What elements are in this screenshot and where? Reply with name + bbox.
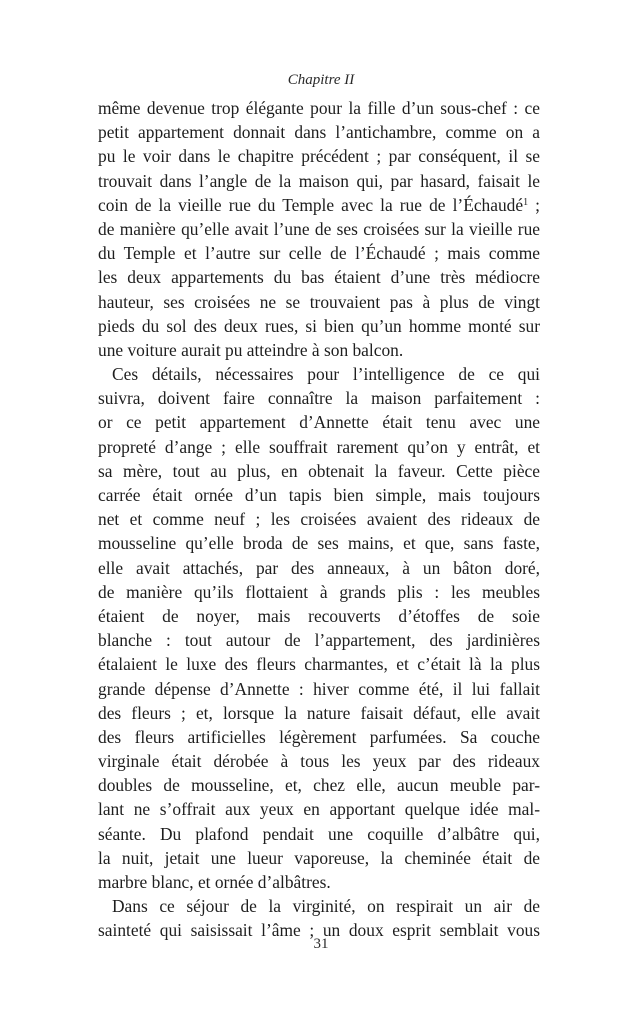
text-line: blanche : tout autour de l’appartement, des jardinières bbox=[98, 630, 540, 651]
text-line: net et comme neuf ; les croisées avaient des rideaux de bbox=[98, 509, 540, 530]
text-line: étalaient le luxe des fleurs charmantes, et c’était là la plus bbox=[98, 654, 540, 675]
body-text bbox=[98, 96, 540, 943]
paragraph-start-line: Dans ce séjour de la virginité, on respirait un air de bbox=[112, 896, 540, 917]
text-line: pu le voir dans le chapitre précédent ; par conséquent, il se bbox=[98, 146, 540, 167]
text-line: de manière qu’elle avait l’une de ses croisées sur la vieille rue bbox=[98, 218, 540, 239]
text-line: elle avait attachés, par des anneaux, à un bâton doré, bbox=[98, 557, 540, 578]
text-line: pieds du sol des deux rues, si bien qu’un homme monté sur bbox=[98, 315, 540, 336]
text-line: doubles de mousseline, et, chez elle, aucun meuble par- bbox=[98, 775, 540, 796]
text-line: la nuit, jetait une lueur vaporeuse, la cheminée était de bbox=[98, 847, 540, 868]
text-line: de manière qu’ils flottaient à grands plis : les meubles bbox=[98, 581, 540, 602]
text-line-with-footnote bbox=[98, 193, 540, 217]
paragraph-end-line: une voiture aurait pu atteindre à son balcon. bbox=[98, 339, 404, 360]
text-line: propreté d’ange ; elle souffrait rarement qu’on y entrât, et bbox=[98, 436, 540, 457]
text-line: étaient de noyer, mais recouverts d’étoffes de soie bbox=[98, 605, 540, 626]
paragraph-start-line: Ces détails, nécessaires pour l’intelligence de ce qui bbox=[112, 364, 540, 385]
text-line: grande dépense d’Annette : hiver comme été, il lui fallait bbox=[98, 678, 540, 699]
text-line: or ce petit appartement d’Annette était tenu avec une bbox=[98, 412, 540, 433]
text-line: même devenue trop élégante pour la fille d’un sous-chef : ce bbox=[98, 98, 540, 118]
running-header: Chapitre II bbox=[287, 72, 355, 88]
text-line: des fleurs artificielles légèrement parfumées. Sa couche bbox=[98, 726, 540, 747]
page-number: 31 bbox=[313, 936, 329, 952]
text-line: du Temple et l’autre sur celle de l’Échaudé ; mais comme bbox=[98, 243, 540, 264]
text-line: virginale était dérobée à tous les yeux par des rideaux bbox=[98, 751, 540, 772]
text-line: sainteté qui saisissait l’âme ; un doux esprit semblait vous bbox=[98, 920, 540, 941]
text-line: trouvait dans l’angle de la maison qui, par hasard, faisait le bbox=[98, 170, 540, 191]
text-line: des fleurs ; et, lorsque la nature faisait défaut, elle avait bbox=[98, 702, 540, 723]
text-line: suivra, doivent faire connaître la maison parfaitement : bbox=[98, 388, 540, 409]
text-line: petit appartement donnait dans l’antichambre, comme on a bbox=[98, 122, 540, 143]
text-segment: ; bbox=[528, 194, 540, 215]
text-line: mousseline qu’elle broda de ses mains, et que, sans faste, bbox=[98, 533, 540, 554]
text-line: les deux appartements du bas étaient d’une très médiocre bbox=[98, 267, 540, 288]
text-line: séante. Du plafond pendait une coquille d’albâtre qui, bbox=[98, 823, 540, 844]
text-line: lant ne s’offrait aux yeux en apportant quelque idée mal- bbox=[98, 799, 540, 820]
text-segment: coin de la vieille rue du Temple avec la rue de l’Échaudé bbox=[98, 194, 524, 215]
text-line: sa mère, tout au plus, en obtenait la faveur. Cette pièce bbox=[98, 460, 540, 481]
paragraph-end-line: marbre blanc, et ornée d’albâtres. bbox=[98, 872, 331, 892]
footnote-reference[interactable]: 1 bbox=[523, 196, 529, 208]
text-line: carrée était ornée d’un tapis bien simple, mais toujours bbox=[98, 485, 540, 505]
text-line: hauteur, ses croisées ne se trouvaient pas à plus de vingt bbox=[98, 291, 540, 312]
